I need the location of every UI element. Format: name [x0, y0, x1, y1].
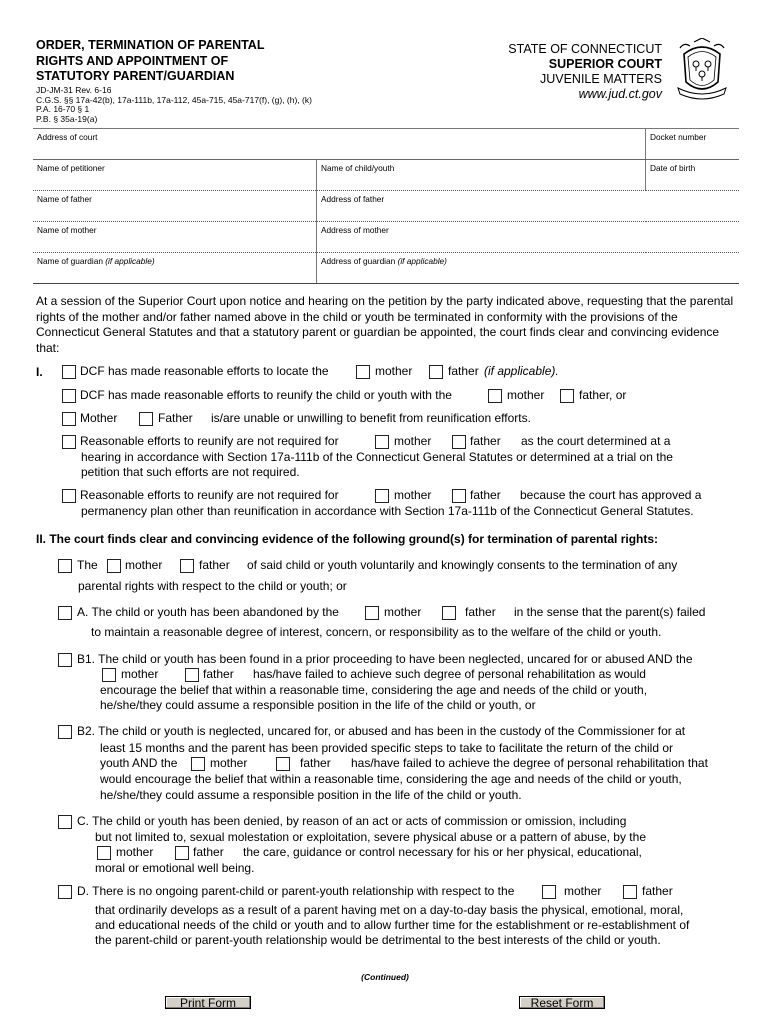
b1-checkbox[interactable] — [58, 653, 72, 667]
docket-number-field[interactable]: Docket number — [646, 129, 740, 160]
continued-label: (Continued) — [361, 972, 409, 982]
guardian-address-field[interactable]: Address of guardian (if applicable) — [317, 253, 740, 284]
c-text-line2: but not limited to, sexual molestation or exploitation, severe physical abuse or a pattern of abuse, by the — [95, 830, 646, 844]
state-seal-icon — [672, 38, 732, 100]
mother-label: mother — [210, 756, 248, 770]
reunify-mother-checkbox[interactable] — [488, 389, 502, 403]
father-label: father, or — [579, 388, 627, 402]
d-text-line4: the parent-child or parent-youth relationship would be detrimental to the best interests of the child or youth. — [95, 933, 661, 947]
consent-text-line2: parental rights with respect to the child or youth; or — [78, 579, 347, 593]
case-info-grid — [33, 128, 739, 284]
not-required-hearing-mother-checkbox[interactable] — [375, 435, 389, 449]
court-header: STATE OF CONNECTICUT SUPERIOR COURT JUVENILE MATTERS www.jud.ct.gov — [508, 42, 662, 101]
c-text: C. The child or youth has been denied, by reason of an act or acts of commission or omission, including — [77, 814, 627, 828]
not-required-hearing-father-checkbox[interactable] — [452, 435, 466, 449]
not-required-plan-father-checkbox[interactable] — [452, 489, 466, 503]
not-required-plan-mother-checkbox[interactable] — [375, 489, 389, 503]
b2-text-line3b: has/have failed to achieve the degree of personal rehabilitation that — [351, 756, 708, 770]
not-required-plan-checkbox[interactable] — [62, 489, 76, 503]
c-father-checkbox[interactable] — [175, 846, 189, 860]
consent-text: of said child or youth voluntarily and knowingly consents to the termination of any — [247, 558, 678, 572]
abandoned-father-checkbox[interactable] — [442, 606, 456, 620]
form-title: ORDER, TERMINATION OF PARENTAL RIGHTS AND APPOINTMENT OF STATUTORY PARENT/GUARDIAN — [36, 38, 265, 83]
child-name-field[interactable]: Name of child/youth — [317, 160, 646, 191]
locate-father-checkbox[interactable] — [429, 365, 443, 379]
address-of-court-field[interactable]: Address of court — [33, 129, 646, 160]
consent-mother-checkbox[interactable] — [107, 559, 121, 573]
father-label: father — [448, 364, 479, 378]
plan-text: because the court has approved a — [520, 488, 702, 502]
father-label: father — [300, 756, 331, 770]
b2-checkbox[interactable] — [58, 725, 72, 739]
b2-text-line3a: youth AND the — [100, 756, 178, 770]
form-number: JD-JM-31 Rev. 6-16 C.G.S. §§ 17a-42(b), 17a-111b, 17a-112, 45a-715, 45a-717(f), (g), (h), (k) P.A. 16-70 § 1 P.B. § 35a-19(a) — [36, 85, 312, 124]
print-form-button[interactable]: Print Form — [165, 996, 251, 1009]
abandoned-checkbox[interactable] — [58, 606, 72, 620]
b2-text: B2. The child or youth is neglected, uncared for, or abused and has been in the custody of the Commissioner for at — [77, 724, 686, 738]
mother-label: mother — [507, 388, 545, 402]
mother-label: mother — [394, 488, 432, 502]
b1-father-checkbox[interactable] — [185, 668, 199, 682]
mother-label: mother — [116, 845, 154, 859]
mother-name-field[interactable]: Name of mother — [33, 222, 317, 253]
d-checkbox[interactable] — [58, 885, 72, 899]
unable-text: is/are unable or unwilling to benefit from reunification efforts. — [211, 411, 531, 425]
d-father-checkbox[interactable] — [623, 885, 637, 899]
reunify-father-checkbox[interactable] — [560, 389, 574, 403]
hearing-text-line2: hearing in accordance with Section 17a-111b of the Connecticut General Statutes or determined at a trial on the — [81, 450, 673, 464]
father-label: father — [193, 845, 224, 859]
mother-label: mother — [394, 434, 432, 448]
c-checkbox[interactable] — [58, 815, 72, 829]
mother-label: mother — [121, 667, 159, 681]
mother-label: Mother — [80, 411, 118, 425]
c-mother-checkbox[interactable] — [97, 846, 111, 860]
mother-label: mother — [125, 558, 163, 572]
father-label: father — [470, 434, 501, 448]
if-applicable-label: (if applicable). — [484, 364, 559, 378]
b1-text-line3: encourage the belief that within a reasonable time, considering the age and needs of the child or youth, — [100, 683, 648, 697]
locate-checkbox[interactable] — [62, 365, 76, 379]
abandoned-text: A. The child or youth has been abandoned by the — [77, 605, 339, 619]
section-one-number: I. — [36, 365, 43, 379]
b2-mother-checkbox[interactable] — [191, 757, 205, 771]
consent-checkbox[interactable] — [58, 559, 72, 573]
reunify-checkbox[interactable] — [62, 389, 76, 403]
father-address-field[interactable]: Address of father — [317, 191, 740, 222]
father-name-field[interactable]: Name of father — [33, 191, 317, 222]
abandoned-mother-checkbox[interactable] — [365, 606, 379, 620]
d-mother-checkbox[interactable] — [542, 885, 556, 899]
petitioner-name-field[interactable]: Name of petitioner — [33, 160, 317, 191]
not-required-text: Reasonable efforts to reunify are not required for — [80, 488, 339, 502]
b2-text-line2: least 15 months and the parent has been provided specific steps to take to facilitate the return of the child or — [100, 741, 674, 755]
date-of-birth-field[interactable]: Date of birth — [646, 160, 740, 191]
b1-text: B1. The child or youth has been found in a prior proceeding to have been neglected, uncared for or abused AND the — [77, 652, 693, 666]
b2-text-line4: would encourage the belief that within a reasonable time, considering the age and needs of the child or youth, — [100, 772, 682, 786]
unable-mother-checkbox[interactable] — [62, 412, 76, 426]
father-label: Father — [158, 411, 193, 425]
not-required-hearing-checkbox[interactable] — [62, 435, 76, 449]
hearing-text: as the court determined at a — [521, 434, 671, 448]
d-text-line2: that ordinarily develops as a result of a parent having met on a day-to-day basis the physical, emotional, moral, — [95, 903, 684, 917]
c-text-line4: moral or emotional well being. — [95, 861, 255, 875]
intro-paragraph: At a session of the Superior Court upon notice and hearing on the petition by the party indicated above, requesting that the parental rights of the mother and/or father named above in the child or youth be terminated in conformity with the provisions of the Connecticut General Statutes and that a statutory parent or guardian be appointed, the court finds clear and convincing evidence that: — [36, 294, 734, 355]
reunify-text: DCF has made reasonable efforts to reunify the child or youth with the — [80, 388, 452, 402]
b2-text-line5: he/she/they could assume a responsible position in the life of the child or youth. — [100, 788, 522, 802]
mother-label: mother — [384, 605, 422, 619]
d-text-line3: and educational needs of the child or youth and to allow further time for the establishment or re-establishment of — [95, 918, 690, 932]
reset-form-button[interactable]: Reset Form — [519, 996, 605, 1009]
c-text-line3: the care, guidance or control necessary for his or her physical, educational, — [243, 845, 642, 859]
abandoned-text-line2: to maintain a reasonable degree of interest, concern, or responsibility as to the welfare of the child or youth. — [91, 625, 662, 639]
consent-father-checkbox[interactable] — [180, 559, 194, 573]
unable-father-checkbox[interactable] — [139, 412, 153, 426]
mother-label: mother — [564, 884, 602, 898]
father-label: father — [199, 558, 230, 572]
mother-label: mother — [375, 364, 413, 378]
father-label: father — [465, 605, 496, 619]
section-two-heading: II. The court finds clear and convincing evidence of the following ground(s) for termination of parental rights: — [36, 532, 659, 546]
the-label: The — [77, 558, 98, 572]
plan-text-line2: permanency plan other than reunification in accordance with Section 17a-111b of the Connecticut General Statutes. — [81, 504, 694, 518]
locate-mother-checkbox[interactable] — [356, 365, 370, 379]
not-required-text: Reasonable efforts to reunify are not required for — [80, 434, 339, 448]
father-label: father — [642, 884, 673, 898]
d-text: D. There is no ongoing parent-child or parent-youth relationship with respect to the — [77, 884, 515, 898]
b1-text-line4: he/she/they could assume a responsible position in the life of the child or youth, or — [100, 698, 536, 712]
abandoned-text-b: in the sense that the parent(s) failed — [514, 605, 706, 619]
father-label: father — [203, 667, 234, 681]
mother-address-field[interactable]: Address of mother — [317, 222, 740, 253]
b1-mother-checkbox[interactable] — [102, 668, 116, 682]
locate-text: DCF has made reasonable efforts to locate the — [80, 364, 329, 378]
guardian-name-field[interactable]: Name of guardian (if applicable) — [33, 253, 317, 284]
father-label: father — [470, 488, 501, 502]
b2-father-checkbox[interactable] — [276, 757, 290, 771]
b1-text-line2: has/have failed to achieve such degree of personal rehabilitation as would — [253, 667, 646, 681]
hearing-text-line3: petition that such efforts are not required. — [81, 465, 300, 479]
